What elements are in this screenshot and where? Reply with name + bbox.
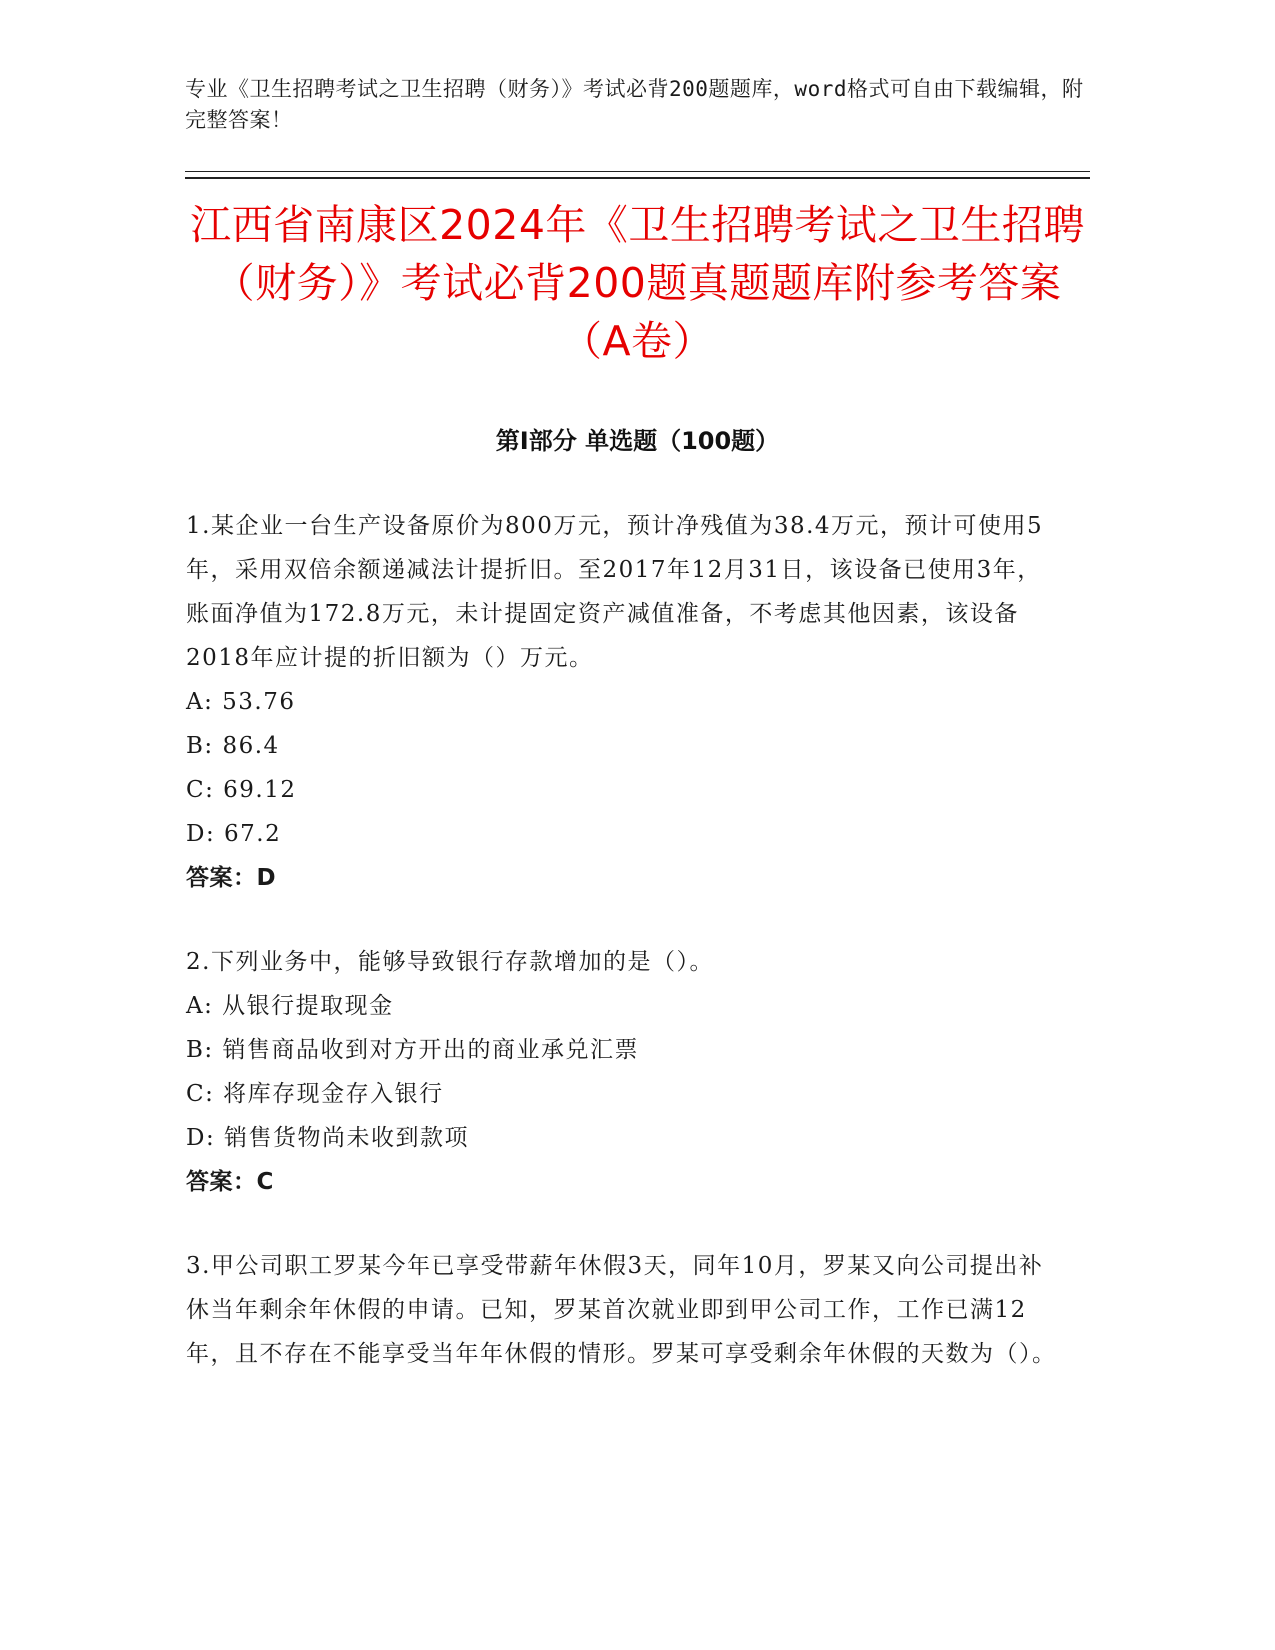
option-b: B: 86.4 [186,733,280,759]
question-1 [186,504,1066,900]
option-a: A: 53.76 [186,689,296,715]
option-c: C: 将库存现金存入银行 [186,1081,444,1107]
option-d: D: 销售货物尚未收到款项 [186,1125,470,1151]
answer: 答案：C [186,1169,274,1195]
answer: 答案：D [186,865,277,891]
option-c: C: 69.12 [186,777,297,803]
question-3 [186,1244,1066,1376]
header-divider-thick [185,177,1090,179]
option-b: B: 销售商品收到对方开出的商业承兑汇票 [186,1037,639,1063]
header-divider-thin [185,171,1090,172]
option-a: A: 从银行提取现金 [186,993,394,1019]
header-note: 专业《卫生招聘考试之卫生招聘（财务）》考试必背200题题库，word格式可自由下载编辑，附完整答案！ [185,77,1084,132]
option-d: D: 67.2 [186,821,282,847]
question-stem: 1.某企业一台生产设备原价为800万元，预计净残值为38.4万元，预计可使用5年，采用双倍余额递减法计提折旧。至2017年12月31日，该设备已使用3年，账面净值为172.8万元，未计提固定资产减值准备，不考虑其他因素，该设备2018年应计提的折旧额为（）万元。 [186,513,1044,671]
question-2 [186,940,1066,1204]
section-title: 第Ⅰ部分 单选题（100题） [495,427,780,455]
document-title: 江西省南康区2024年《卫生招聘考试之卫生招聘（财务）》考试必背200题真题题库附参考答案（A卷） [190,201,1085,365]
question-stem: 2.下列业务中，能够导致银行存款增加的是（）。 [186,949,714,975]
question-stem: 3.甲公司职工罗某今年已享受带薪年休假3天，同年10月，罗某又向公司提出补休当年剩余年休假的申请。已知，罗某首次就业即到甲公司工作，工作已满12年，且不存在不能享受当年年休假的情形。罗某可享受剩余年休假的天数为（）。 [186,1253,1057,1367]
